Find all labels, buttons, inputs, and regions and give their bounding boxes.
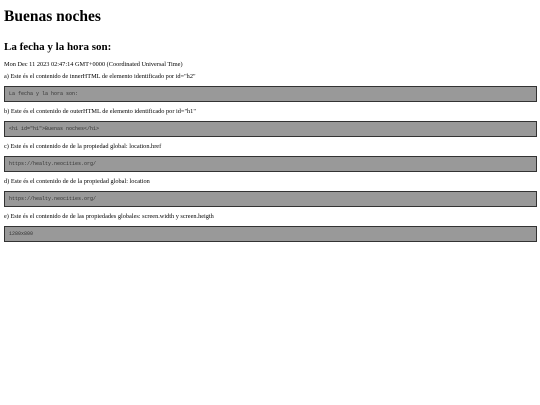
date-subheading: La fecha y la hora son:: [4, 41, 112, 53]
code-output-box: La fecha y la hora son:: [4, 86, 537, 102]
datetime-text: Mon Dec 11 2023 02:47:14 GMT+0000 (Coordinated Universal Time): [4, 61, 183, 68]
code-output-box: https://healty.neocities.org/: [4, 191, 537, 207]
section-location: [4, 177, 536, 207]
code-output-box: 1280x800: [4, 226, 537, 242]
section-label: c) Este és el contenido de de la propiedad global: location.href: [4, 143, 162, 150]
section-outer-html: [4, 107, 536, 137]
section-label: b) Este és el contenido de outerHTML de elemento identificado por id="h1": [4, 108, 196, 115]
section-label: e) Este és el contenido de de las propiedades globales: screen.width y screen.heigth: [4, 213, 214, 220]
section-screen-size: [4, 212, 536, 242]
section-location-href: [4, 142, 536, 172]
code-output-box: <h1 id="h1">Buenas noches</h1>: [4, 121, 537, 137]
section-label: a) Este és el contenido de innerHTML de elemento identificado por id="h2": [4, 73, 196, 80]
section-label: d) Este és el contenido de de la propiedad global: location: [4, 178, 150, 185]
section-inner-html: [4, 72, 536, 102]
code-output-box: https://healty.neocities.org/: [4, 156, 537, 172]
page-title: Buenas noches: [4, 8, 101, 25]
